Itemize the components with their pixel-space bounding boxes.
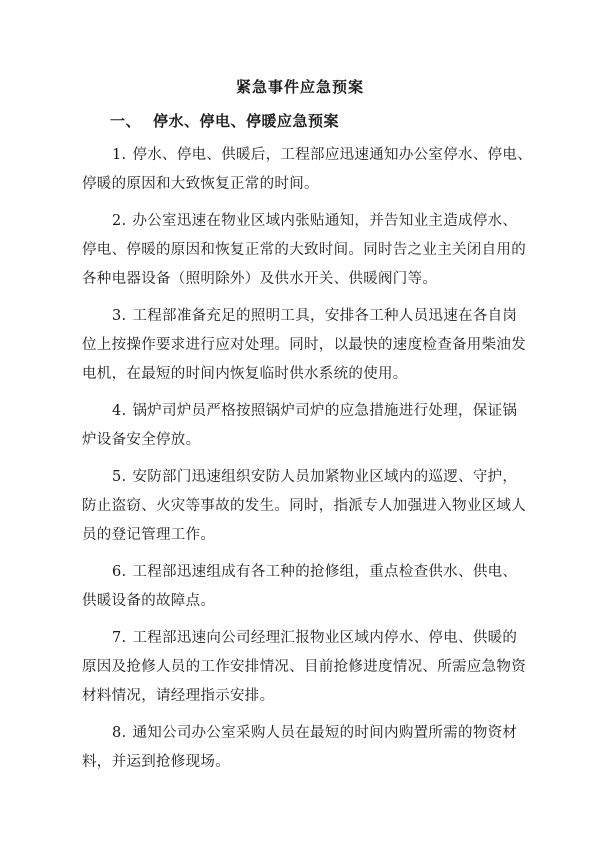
item-number: 1. [112, 147, 127, 163]
item-text: 员的登记管理工作。 [82, 527, 216, 543]
item-text: 工程部迅速组成有各工种的抢修组，重点检查供水、供电、 [132, 564, 518, 580]
item-text-line [82, 236, 526, 265]
list-item [82, 141, 533, 199]
item-text-line [82, 748, 520, 777]
item-text: 原因及抢修人员的工作安排情况、目前抢修进度情况、所需应急物资 [82, 659, 526, 675]
item-text: 供暖设备的故障点。 [82, 593, 216, 609]
item-list [82, 141, 533, 777]
item-text-line [82, 492, 526, 521]
item-text-line [82, 426, 520, 455]
item-text-line [112, 463, 520, 492]
item-text-line [112, 207, 520, 236]
item-text: 办公室迅速在物业区域内张贴通知，并告知业主造成停水、 [132, 213, 518, 229]
item-text: 停电、停暖的原因和恢复正常的大致时间。同时告之业主关闭自用的 [82, 242, 526, 258]
item-text: 防止盗窃、火灾等事故的发生。同时，指派专人加强进入物业区域人 [82, 498, 526, 514]
list-item [82, 558, 520, 616]
item-text-line [112, 302, 520, 331]
item-text-line [82, 265, 520, 294]
item-text: 安防部门迅速组织安防人员加紧物业区域内的巡逻、守护， [132, 469, 518, 485]
list-item [82, 719, 520, 777]
item-text: 料，并运到抢修现场。 [82, 754, 230, 770]
item-text-line [112, 558, 520, 587]
list-item [82, 624, 526, 711]
item-text: 电机，在最短的时间内恢复临时供水系统的使用。 [82, 366, 408, 382]
item-text-line [82, 587, 520, 616]
list-item [82, 397, 520, 455]
item-text: 通知公司办公室采购人员在最短的时间内购置所需的物资材 [132, 725, 518, 741]
item-number: 2. [112, 213, 127, 229]
item-text-line [82, 682, 520, 711]
item-number: 4. [112, 403, 127, 419]
item-text: 工程部准备充足的照明工具，安排各工种人员迅速在各自岗 [132, 308, 518, 324]
section-heading [110, 110, 520, 132]
section-number: 一、 [110, 112, 142, 130]
item-text-line [112, 719, 520, 748]
list-item [82, 302, 526, 389]
item-text: 各种电器设备（照明除外）及供水开关、供暖阀门等。 [82, 271, 438, 287]
item-text: 位上按操作要求进行应对处理。同时，以最快的速度检查备用柴油发 [82, 337, 526, 353]
item-number: 5. [112, 469, 127, 485]
item-text-line [112, 141, 533, 170]
item-text-line [82, 170, 520, 199]
item-text: 锅炉司炉员严格按照锅炉司炉的应急措施进行处理，保证锅 [132, 403, 518, 419]
item-text: 材料情况，请经理指示安排。 [82, 688, 275, 704]
item-text-line [112, 624, 520, 653]
item-text-line [82, 653, 526, 682]
item-text: 停水、停电、供暖后，工程部应迅速通知办公室停水、停电、 [132, 147, 533, 163]
item-text-line [82, 331, 526, 360]
item-number: 3. [112, 308, 127, 324]
item-text-line [112, 397, 520, 426]
item-text: 炉设备安全停放。 [82, 432, 201, 448]
item-text: 工程部迅速向公司经理汇报物业区域内停水、停电、供暖的 [132, 630, 518, 646]
item-number: 6. [112, 564, 127, 580]
item-text: 停暖的原因和大致恢复正常的时间。 [82, 176, 319, 192]
list-item [82, 463, 526, 550]
item-number: 7. [112, 630, 127, 646]
item-text-line [82, 521, 520, 550]
document-title: 紧急事件应急预案 [235, 78, 364, 96]
item-text-line [82, 360, 520, 389]
list-item [82, 207, 526, 294]
item-number: 8. [112, 725, 127, 741]
section-heading-text: 停水、停电、停暖应急预案 [153, 112, 340, 130]
